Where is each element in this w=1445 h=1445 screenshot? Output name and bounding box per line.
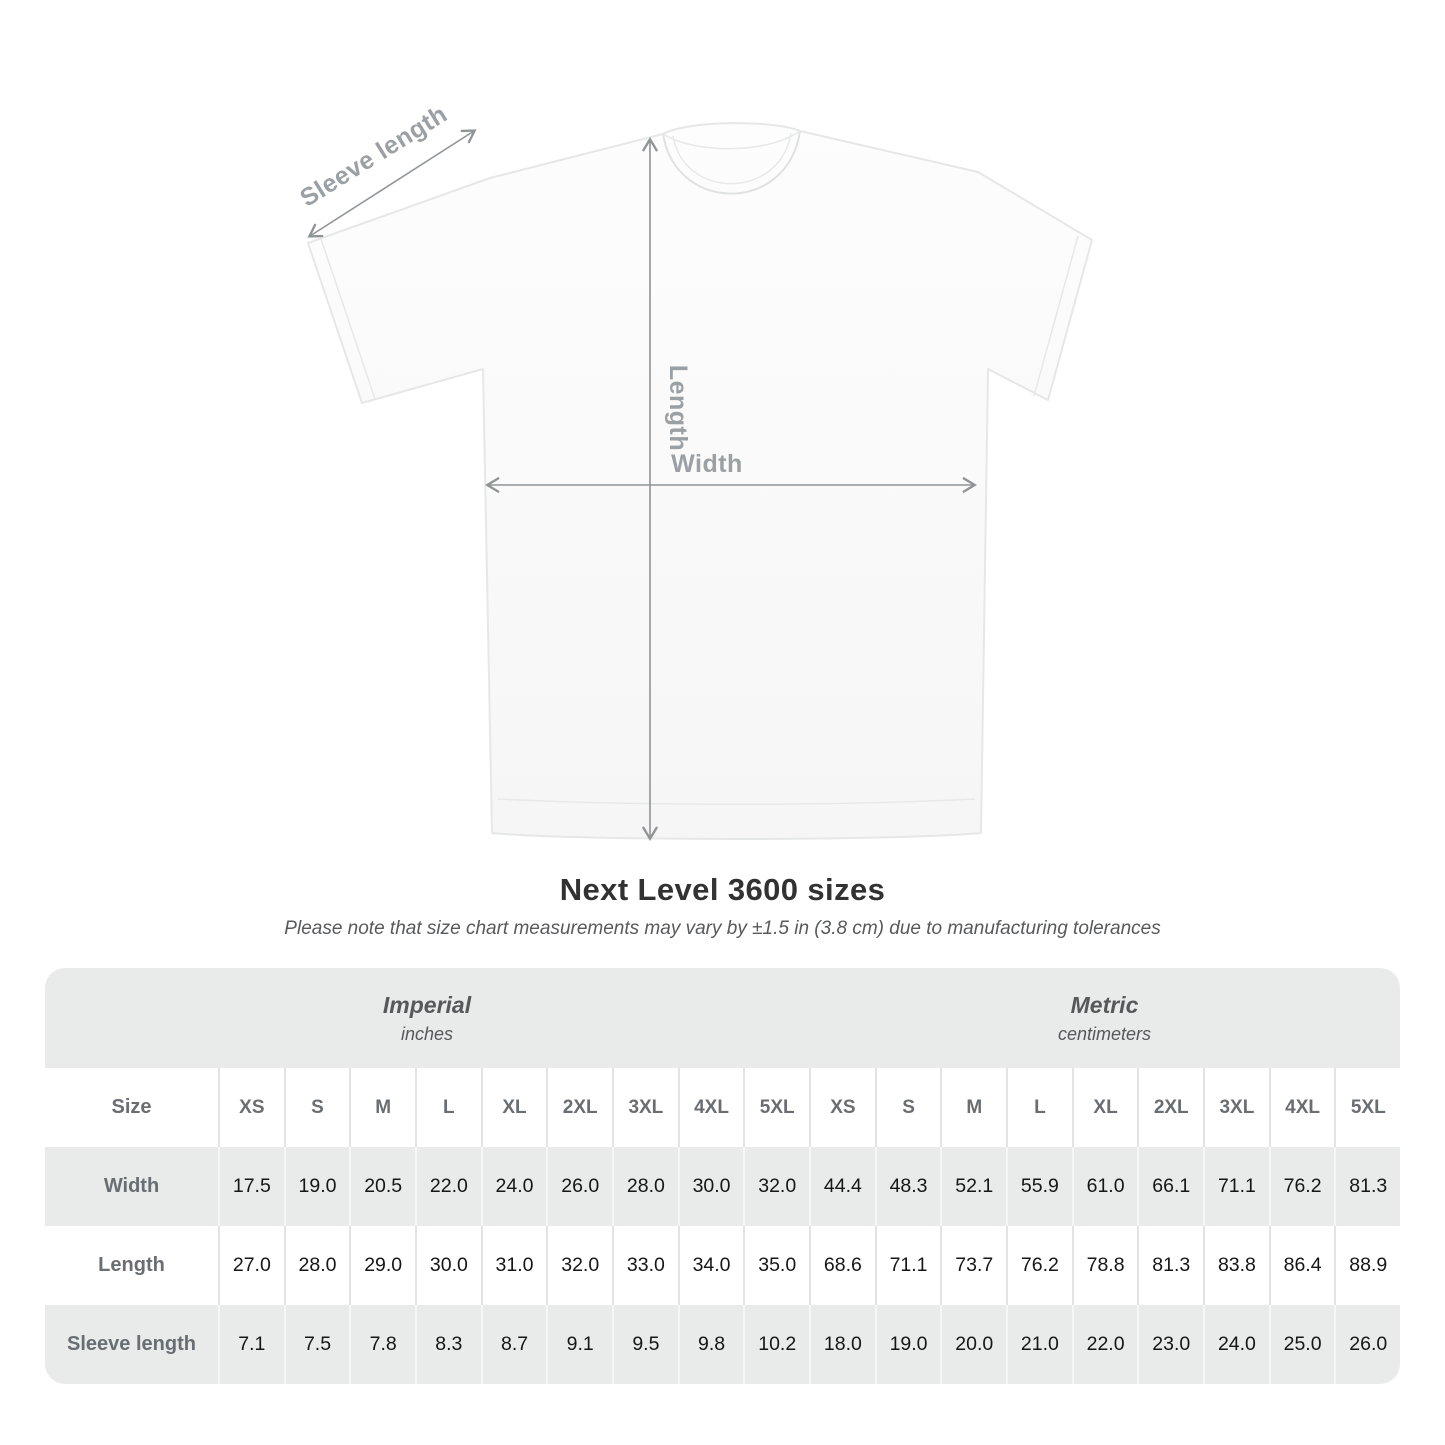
value-cell: 22.0 [415,1147,481,1226]
value-cell: 55.9 [1006,1147,1072,1226]
row-label: Width [103,1175,160,1197]
size-header-cell: 4XL [1269,1068,1335,1147]
value-cell: 20.0 [940,1305,1006,1384]
value-cell: 44.4 [809,1147,875,1226]
size-header-cell: XL [481,1068,547,1147]
value-cell: 10.2 [743,1305,809,1384]
value-cell: 9.8 [678,1305,744,1384]
size-header-cell: 2XL [546,1068,612,1147]
value-cell: 20.5 [349,1147,415,1226]
value-cell: 61.0 [1072,1147,1138,1226]
row-label: Length [98,1254,165,1276]
chart-title: Next Level 3600 sizes [559,872,886,907]
size-header-cell: XL [1072,1068,1138,1147]
size-header-cell: L [1006,1068,1072,1147]
value-cell: 7.5 [284,1305,350,1384]
size-header-cell: S [875,1068,941,1147]
value-cell: 26.0 [1334,1305,1400,1384]
value-cell: 24.0 [1203,1305,1269,1384]
value-cell: 32.0 [546,1226,612,1305]
size-header-cell: M [349,1068,415,1147]
size-header-cell: S [284,1068,350,1147]
unit-header-imperial [45,968,809,1068]
value-cell: 9.5 [612,1305,678,1384]
value-cell: 32.0 [743,1147,809,1226]
value-cell: 28.0 [284,1226,350,1305]
value-cell: 76.2 [1006,1226,1072,1305]
size-header-cell: 5XL [1334,1068,1400,1147]
metric-label: Metric [1070,991,1139,1018]
width-label: Width [671,450,743,478]
value-cell: 68.6 [809,1226,875,1305]
value-cell: 23.0 [1137,1305,1203,1384]
table-row [45,1305,1400,1384]
value-cell: 21.0 [1006,1305,1072,1384]
tshirt-image [308,123,1092,839]
title-block [0,872,1445,940]
value-cell: 71.1 [1203,1147,1269,1226]
value-cell: 30.0 [415,1226,481,1305]
value-cell: 17.5 [218,1147,284,1226]
value-cell: 33.0 [612,1226,678,1305]
size-header-cell: XS [809,1068,875,1147]
value-cell: 66.1 [1137,1147,1203,1226]
value-cell: 18.0 [809,1305,875,1384]
value-cell: 88.9 [1334,1226,1400,1305]
value-cell: 81.3 [1334,1147,1400,1226]
value-cell: 76.2 [1269,1147,1335,1226]
tshirt-outline [308,123,1092,839]
value-cell: 9.1 [546,1305,612,1384]
value-cell: 22.0 [1072,1305,1138,1384]
chart-note: Please note that size chart measurements may vary by ±1.5 in (3.8 cm) due to manufacturing tolerances [284,918,1161,939]
value-cell: 83.8 [1203,1226,1269,1305]
value-cell: 52.1 [940,1147,1006,1226]
value-cell: 7.1 [218,1305,284,1384]
value-cell: 30.0 [678,1147,744,1226]
value-cell: 8.3 [415,1305,481,1384]
length-label: Length [664,364,692,452]
unit-header-band [45,968,1400,1068]
size-corner-label: Size [111,1096,152,1118]
value-cell: 27.0 [218,1226,284,1305]
value-cell: 73.7 [940,1226,1006,1305]
value-cell: 7.8 [349,1305,415,1384]
value-cell: 19.0 [284,1147,350,1226]
size-header-cell: 3XL [1203,1068,1269,1147]
size-header-cell: L [415,1068,481,1147]
row-label: Sleeve length [67,1333,196,1355]
value-cell: 86.4 [1269,1226,1335,1305]
size-table-body [45,1068,1400,1384]
value-cell: 28.0 [612,1147,678,1226]
value-cell: 34.0 [678,1226,744,1305]
imperial-label: Imperial [382,991,472,1018]
value-cell: 78.8 [1072,1226,1138,1305]
table-row [45,1226,1400,1305]
sleeve-length-label: Sleeve length [295,99,453,213]
value-cell: 24.0 [481,1147,547,1226]
value-cell: 48.3 [875,1147,941,1226]
value-cell: 8.7 [481,1305,547,1384]
value-cell: 81.3 [1137,1226,1203,1305]
size-header-row [45,1068,1400,1147]
value-cell: 26.0 [546,1147,612,1226]
value-cell: 71.1 [875,1226,941,1305]
metric-unit-label: centimeters [1057,1023,1152,1044]
size-header-cell: XS [218,1068,284,1147]
size-header-cell: 3XL [612,1068,678,1147]
size-header-cell: 2XL [1137,1068,1203,1147]
value-cell: 25.0 [1269,1305,1335,1384]
imperial-unit-label: inches [400,1023,454,1044]
value-cell: 35.0 [743,1226,809,1305]
value-cell: 29.0 [349,1226,415,1305]
size-header-cell: M [940,1068,1006,1147]
size-table [45,968,1400,1384]
size-header-cell: 5XL [743,1068,809,1147]
size-header-cell: 4XL [678,1068,744,1147]
table-row [45,1147,1400,1226]
value-cell: 31.0 [481,1226,547,1305]
unit-header-metric [809,968,1400,1068]
value-cell: 19.0 [875,1305,941,1384]
